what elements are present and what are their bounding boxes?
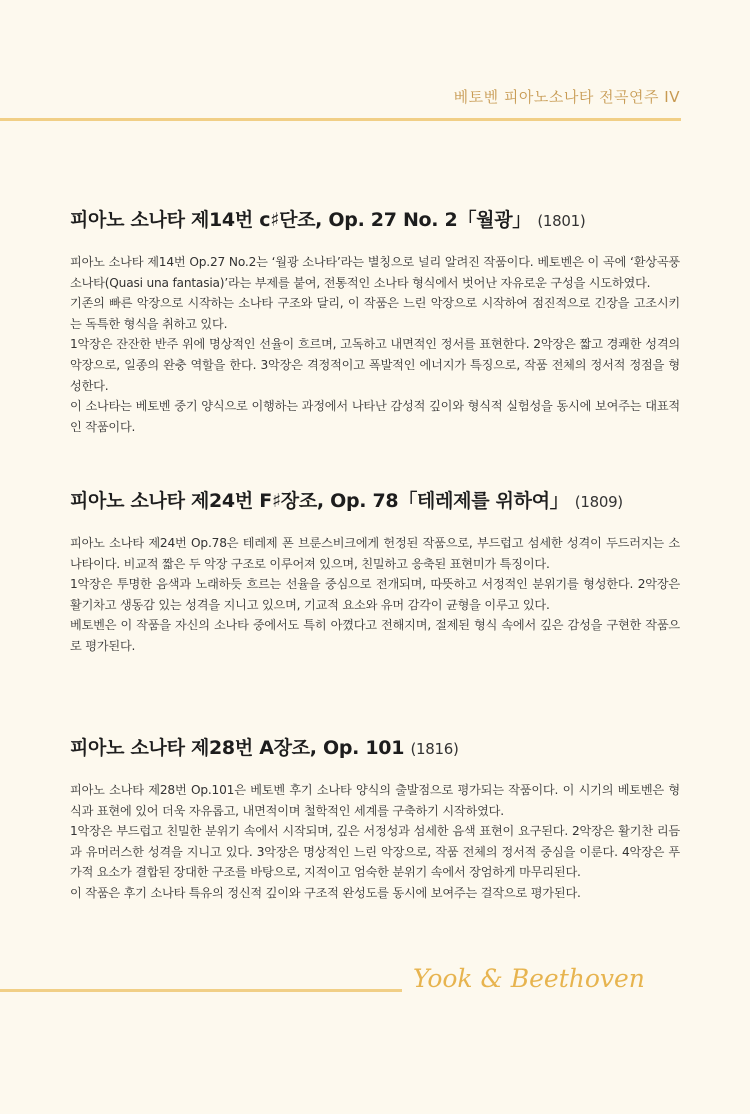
paragraph: 피아노 소나타 제28번 Op.101은 베토벤 후기 소나타 양식의 출발점으로 평가되는 작품이다. 이 시기의 베토벤은 형식과 표현에 있어 더욱 자유롭고, 내면적이며 철학적인 세계를 구축하기 시작하였다. (70, 783, 680, 818)
section-title (70, 205, 680, 232)
paragraph: 베토벤은 이 작품을 자신의 소나타 중에서도 특히 아꼈다고 전해지며, 절제된 형식 속에서 깊은 감성을 구현한 작품으로 평가된다. (70, 618, 680, 653)
title-text: 피아노 소나타 제14번 c♯단조, Op. 27 No. 2「월광」 (70, 209, 531, 231)
header-title: 베토벤 피아노소나타 전곡연주 IV (453, 88, 680, 106)
title-year: (1801) (537, 212, 586, 230)
title-text: 피아노 소나타 제28번 A장조, Op. 101 (70, 737, 405, 759)
title-year: (1816) (410, 740, 459, 758)
paragraph: 기존의 빠른 악장으로 시작하는 소나타 구조와 달리, 이 작품은 느린 악장으로 시작하여 점진적으로 긴장을 고조시키는 독특한 형식을 취하고 있다. (70, 296, 680, 331)
section-sonata-14 (70, 205, 680, 437)
section-sonata-24 (70, 486, 680, 657)
footer-divider (0, 989, 402, 992)
header-divider (0, 118, 681, 121)
signature-logo: Yook & Beethoven (413, 964, 645, 993)
section-sonata-28 (70, 733, 680, 904)
paragraph: 피아노 소나타 제14번 Op.27 No.2는 ‘월광 소나타’라는 별칭으로 널리 알려진 작품이다. 베토벤은 이 곡에 ‘환상곡풍 소나타(Quasi una fantasia)’라는 부제를 붙여, 전통적인 소나타 형식에서 벗어난 자유로운 구성을 시도하였다. (70, 255, 680, 290)
paragraph: 이 소나타는 베토벤 중기 양식으로 이행하는 과정에서 나타난 감성적 깊이와 형식적 실험성을 동시에 보여주는 대표적인 작품이다. (70, 399, 680, 434)
title-text: 피아노 소나타 제24번 F♯장조, Op. 78「테레제를 위하여」 (70, 490, 569, 512)
paragraph: 1악장은 부드럽고 친밀한 분위기 속에서 시작되며, 깊은 서정성과 섬세한 음색 표현이 요구된다. 2악장은 활기찬 리듬과 유머러스한 성격을 지니고 있다. 3악장은 명상적인 느린 악장으로, 작품 전체의 정서적 중심을 이룬다. 4악장은 푸가적 요소가 결합된 장대한 구조를 바탕으로, 지적이고 엄숙한 분위기 속에서 장엄하게 마무리된다. (70, 824, 680, 880)
paragraph: 이 작품은 후기 소나타 특유의 정신적 깊이와 구조적 완성도를 동시에 보여주는 걸작으로 평가된다. (70, 885, 581, 900)
section-title (70, 486, 680, 513)
paragraph: 1악장은 투명한 음색과 노래하듯 흐르는 선율을 중심으로 전개되며, 따뜻하고 서정적인 분위기를 형성한다. 2악장은 활기차고 생동감 있는 성격을 지니고 있으며, 기교적 요소와 유머 감각이 균형을 이루고 있다. (70, 577, 680, 612)
title-year: (1809) (574, 493, 623, 511)
paragraph: 1악장은 잔잔한 반주 위에 명상적인 선율이 흐르며, 고독하고 내면적인 정서를 표현한다. 2악장은 짧고 경쾌한 성격의 악장으로, 일종의 완충 역할을 한다. 3악장은 격정적이고 폭발적인 에너지가 특징으로, 작품 전체의 정서적 정점을 형성한다. (70, 337, 680, 393)
paragraph: 피아노 소나타 제24번 Op.78은 테레제 폰 브룬스비크에게 헌정된 작품으로, 부드럽고 섬세한 성격이 두드러지는 소나타이다. 비교적 짧은 두 악장 구조로 이루어져 있으며, 친밀하고 응축된 표현미가 특징이다. (70, 536, 680, 571)
section-title (70, 733, 680, 760)
